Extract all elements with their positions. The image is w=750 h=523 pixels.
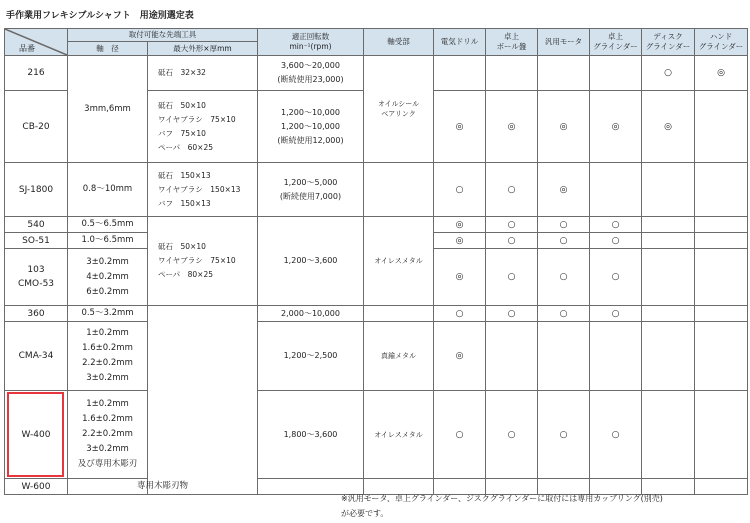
table-row <box>5 163 748 217</box>
diagonal-line <box>5 29 67 55</box>
footnote-line-1: ※汎用モータ、卓上グラインダー、ジスクグラインダーに取付には専用カップリング(別売) <box>341 494 663 503</box>
mark-cell: ◎ <box>642 91 695 163</box>
product-header-cell <box>5 29 68 56</box>
mark-cell <box>486 322 538 391</box>
product-103-cmo-53: 103 CMO-53 <box>5 249 68 306</box>
mark-cell <box>695 306 748 322</box>
mark-cell: ○ <box>590 249 642 306</box>
product-so-51: SO-51 <box>5 233 68 249</box>
bearing-360 <box>364 306 434 322</box>
product-w-400 <box>5 391 68 479</box>
mark-cell <box>590 322 642 391</box>
speed-216: 3,600〜20,000 (断続使用23,000) <box>258 56 364 91</box>
mark-cell: ○ <box>538 217 590 233</box>
tools-cb-20: 砥石 50×10 ワイヤブラシ 75×10 バフ 75×10 ペーパ 60×25 <box>148 91 258 163</box>
mark-cell: ◎ <box>695 56 748 91</box>
product-sj-1800: SJ-1800 <box>5 163 68 217</box>
speed-header-line2: min⁻¹(rpm) <box>289 42 332 51</box>
speed-cb-20: 1,200〜10,000 1,200〜10,000 (断続使用12,000) <box>258 91 364 163</box>
mark-cell: ○ <box>486 249 538 306</box>
use-header-bench-grinder: 卓上 グラインダー <box>590 29 642 56</box>
product-216: 216 <box>5 56 68 91</box>
mark-cell: ○ <box>486 233 538 249</box>
table-row <box>5 217 748 233</box>
mark-cell <box>642 322 695 391</box>
mark-cell: ◎ <box>538 91 590 163</box>
mark-cell: ○ <box>486 306 538 322</box>
selection-table <box>4 28 748 495</box>
shaft-3mm-6mm: 3mm,6mm <box>68 56 148 163</box>
mark-cell: ○ <box>642 56 695 91</box>
mark-cell: ○ <box>590 217 642 233</box>
tools-sj-1800: 砥石 150×13 ワイヤブラシ 150×13 バフ 150×13 <box>148 163 258 217</box>
speed-header <box>258 29 364 56</box>
mark-cell: ○ <box>486 217 538 233</box>
mark-cell: ○ <box>590 306 642 322</box>
mark-cell: ○ <box>590 391 642 479</box>
mark-cell: ○ <box>434 391 486 479</box>
use-header-disc-grinder: ディスク グラインダー <box>642 29 695 56</box>
use-header-motor: 汎用モータ <box>538 29 590 56</box>
mark-cell <box>695 249 748 306</box>
shaft-sj-1800: 0.8〜10mm <box>68 163 148 217</box>
table-row <box>5 306 748 322</box>
bearing-sj-1800 <box>364 163 434 217</box>
mark-cell <box>642 217 695 233</box>
mark-cell <box>642 233 695 249</box>
shaft-w-600: 専用木彫刃物 <box>68 479 258 495</box>
tools-216: 砥石 32×32 <box>148 56 258 91</box>
table-row <box>5 391 748 479</box>
mark-cell <box>695 91 748 163</box>
mark-cell <box>538 322 590 391</box>
tools-empty <box>148 306 258 495</box>
footnote <box>341 491 663 521</box>
shaft-diameter-header: 軸 径 <box>68 42 148 56</box>
table-row <box>5 56 748 91</box>
mark-cell: ○ <box>434 306 486 322</box>
mark-cell <box>695 322 748 391</box>
shaft-540: 0.5〜6.5mm <box>68 217 148 233</box>
mark-cell <box>695 217 748 233</box>
mark-cell <box>695 233 748 249</box>
mark-cell <box>642 249 695 306</box>
use-header-hand-grinder: ハンド グラインダー <box>695 29 748 56</box>
mark-cell <box>590 163 642 217</box>
mark-cell: ○ <box>590 233 642 249</box>
max-size-header: 最大外形×厚mm <box>148 42 258 56</box>
product-header: 品番 <box>19 44 35 53</box>
mark-cell <box>695 163 748 217</box>
speed-header-line1: 適正回転数 <box>291 32 330 41</box>
use-header-bench-drill: 卓上 ボール盤 <box>486 29 538 56</box>
mark-cell: ○ <box>538 233 590 249</box>
mark-cell: ◎ <box>434 91 486 163</box>
footnote-line-2: が必要です。 <box>341 509 389 518</box>
mark-cell: ◎ <box>434 233 486 249</box>
speed-sj-1800: 1,200〜5,000 (断続使用7,000) <box>258 163 364 217</box>
mark-cell: ◎ <box>434 249 486 306</box>
shaft-w-400: 1±0.2mm 1.6±0.2mm 2.2±0.2mm 3±0.2mm 及び専用木彫刃 <box>68 391 148 479</box>
bearing-header: 軸受部 <box>364 29 434 56</box>
tools-group: 砥石 50×10 ワイヤブラシ 75×10 ペーパ 80×25 <box>148 217 258 306</box>
mark-cell: ○ <box>486 163 538 217</box>
shaft-cma-34: 1±0.2mm 1.6±0.2mm 2.2±0.2mm 3±0.2mm <box>68 322 148 391</box>
page-title: 手作業用フレキシブルシャフト 用途別選定表 <box>6 11 194 21</box>
mark-cell: ○ <box>434 163 486 217</box>
shaft-103: 3±0.2mm 4±0.2mm 6±0.2mm <box>68 249 148 306</box>
shaft-so-51: 1.0〜6.5mm <box>68 233 148 249</box>
mark-cell <box>486 56 538 91</box>
bearing-w-400: オイレスメタル <box>364 391 434 479</box>
bearing-oil-seal: オイルシール ベアリンク <box>364 56 434 163</box>
mark-cell: ○ <box>538 391 590 479</box>
mark-cell: ○ <box>538 249 590 306</box>
attachable-tools-header: 取付可能な先端工具 <box>68 29 258 42</box>
product-cma-34: CMA-34 <box>5 322 68 391</box>
bearing-brass-metal: 真鍮メタル <box>364 322 434 391</box>
use-header-drill: 電気ドリル <box>434 29 486 56</box>
mark-cell: ◎ <box>486 91 538 163</box>
mark-cell: ◎ <box>590 91 642 163</box>
mark-cell <box>590 56 642 91</box>
mark-cell <box>642 163 695 217</box>
product-w-600: W-600 <box>5 479 68 495</box>
mark-cell <box>434 56 486 91</box>
mark-cell: ◎ <box>538 163 590 217</box>
mark-cell <box>642 391 695 479</box>
speed-w-400: 1,800〜3,600 <box>258 391 364 479</box>
table-row <box>5 322 748 391</box>
product-cb-20: CB-20 <box>5 91 68 163</box>
mark-cell: ◎ <box>434 217 486 233</box>
mark-cell <box>695 479 748 495</box>
mark-cell: ○ <box>538 306 590 322</box>
speed-360: 2,000〜10,000 <box>258 306 364 322</box>
product-540: 540 <box>5 217 68 233</box>
product-360: 360 <box>5 306 68 322</box>
speed-group: 1,200〜3,600 <box>258 217 364 306</box>
mark-cell: ○ <box>486 391 538 479</box>
mark-cell <box>695 391 748 479</box>
shaft-360: 0.5〜3.2mm <box>68 306 148 322</box>
mark-cell <box>642 306 695 322</box>
mark-cell <box>538 56 590 91</box>
product-w-400-label: W-400 <box>21 429 51 440</box>
bearing-oiles-metal: オイレスメタル <box>364 217 434 306</box>
mark-cell: ◎ <box>434 322 486 391</box>
speed-cma-34: 1,200〜2,500 <box>258 322 364 391</box>
